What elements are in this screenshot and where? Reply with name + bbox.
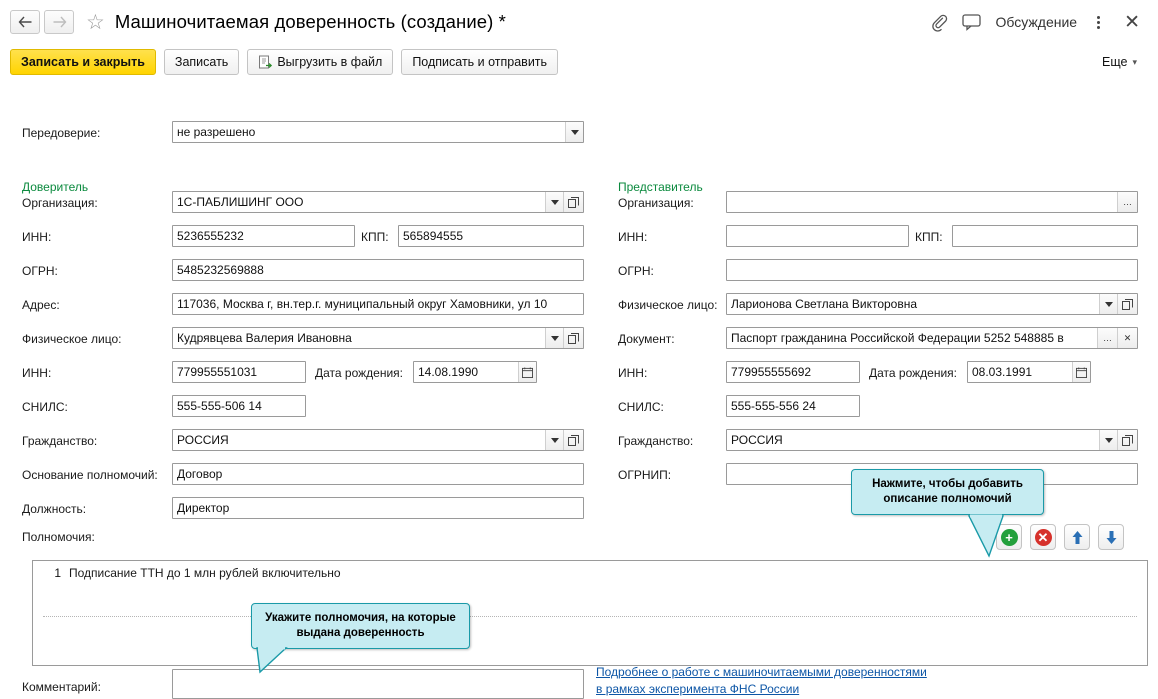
predstavitel-ogrn-field[interactable] (726, 259, 1138, 281)
predstavitel-birthdate-value: 08.03.1991 (968, 362, 1072, 382)
callout-specify-powers-line1: Укажите полномочия, на которые (265, 612, 456, 624)
predstavitel-kpp-value (953, 226, 1137, 246)
arrow-up-icon (1070, 529, 1084, 545)
powers-list[interactable] (32, 560, 1148, 666)
open-record-icon[interactable] (1117, 294, 1137, 314)
doveritel-person-inn-field[interactable] (172, 361, 306, 383)
callout-tail-icon (967, 516, 1007, 558)
predstavitel-person-inn-field[interactable] (726, 361, 860, 383)
predstavitel-birthdate-label: Дата рождения: (869, 366, 957, 380)
sign-and-send-button[interactable]: Подписать и отправить (401, 49, 558, 75)
doveritel-ogrn-value: 5485232569888 (173, 260, 583, 280)
forward-button[interactable] (44, 10, 74, 34)
info-link-line2[interactable]: в рамках эксперимента ФНС России (596, 682, 800, 696)
arrow-right-icon (52, 16, 67, 28)
chevron-down-icon[interactable] (545, 430, 563, 450)
doveritel-organization-field[interactable] (172, 191, 584, 213)
doveritel-kpp-label: КПП: (361, 230, 389, 244)
predstavitel-ogrnip-label: ОГРНИП: (618, 468, 672, 482)
doveritel-position-label: Должность: (22, 502, 87, 516)
open-record-icon[interactable] (563, 328, 583, 348)
table-row[interactable] (33, 561, 1147, 580)
chevron-down-icon: ▾ (1132, 56, 1137, 67)
predstavitel-birthdate-field[interactable] (967, 361, 1091, 383)
comment-label: Комментарий: (22, 680, 101, 694)
page-title: Машиночитаемая доверенность (создание) * (114, 11, 506, 32)
export-to-file-label: Выгрузить в файл (277, 55, 383, 69)
doveritel-citizenship-field[interactable] (172, 429, 584, 451)
callout-add-powers-line2: описание полномочий (883, 493, 1012, 505)
list-divider (43, 616, 1137, 617)
doveritel-person-inn-label: ИНН: (22, 366, 52, 380)
open-record-icon[interactable] (563, 192, 583, 212)
doveritel-birthdate-label: Дата рождения: (315, 366, 403, 380)
predstavitel-citizenship-field[interactable] (726, 429, 1138, 451)
doveritel-person-label: Физическое лицо: (22, 332, 122, 346)
doveritel-organization-label: Организация: (22, 196, 98, 210)
callout-tail-icon (256, 648, 302, 674)
doveritel-kpp-field[interactable] (398, 225, 584, 247)
doveritel-kpp-value: 565894555 (399, 226, 583, 246)
chat-icon[interactable] (962, 13, 982, 31)
more-button[interactable] (1091, 49, 1148, 75)
power-row-number: 1 (54, 566, 61, 580)
callout-specify-powers-line2: выдана доверенность (296, 627, 425, 639)
favorite-star-icon[interactable]: ☆ (86, 10, 105, 34)
predstavitel-ogrn-value (727, 260, 1137, 280)
predstavitel-organization-field[interactable] (726, 191, 1138, 213)
title-bar-actions (930, 11, 1149, 34)
move-power-up-button[interactable] (1064, 524, 1090, 550)
doveritel-snils-value: 555-555-506 14 (173, 396, 305, 416)
doveritel-citizenship-label: Гражданство: (22, 434, 98, 448)
doveritel-address-label: Адрес: (22, 298, 60, 312)
predstavitel-snils-label: СНИЛС: (618, 400, 664, 414)
select-ellipsis-icon[interactable]: … (1097, 328, 1117, 348)
clear-icon[interactable]: ✕ (1117, 328, 1137, 348)
predstavitel-document-field[interactable] (726, 327, 1138, 349)
add-circle-icon: + (1001, 529, 1018, 546)
doveritel-group-title: Доверитель (22, 180, 89, 194)
predstavitel-ogrn-label: ОГРН: (618, 264, 654, 278)
doveritel-birthdate-value: 14.08.1990 (414, 362, 518, 382)
predstavitel-citizenship-value: РОССИЯ (727, 430, 1099, 450)
doveritel-basis-value: Договор (173, 464, 583, 484)
comment-value (173, 670, 583, 698)
predstavitel-inn-field[interactable] (726, 225, 909, 247)
powers-toolbar (996, 524, 1124, 550)
calendar-icon[interactable] (1072, 362, 1090, 382)
chevron-down-icon[interactable] (1099, 430, 1117, 450)
predstavitel-organization-label: Организация: (618, 196, 694, 210)
doveritel-snils-field[interactable] (172, 395, 306, 417)
predstavitel-person-inn-value: 779955555692 (727, 362, 859, 382)
back-button[interactable] (10, 10, 40, 34)
arrow-left-icon (18, 16, 33, 28)
doveritel-organization-value: 1С-ПАБЛИШИНГ ООО (173, 192, 545, 212)
more-label: Еще (1102, 55, 1128, 69)
peredoverie-label: Передоверие: (22, 126, 101, 140)
peredoverie-select[interactable] (172, 121, 584, 143)
open-record-icon[interactable] (563, 430, 583, 450)
power-row-text: Подписание ТТН до 1 млн рублей включительно (69, 566, 341, 580)
export-to-file-button[interactable] (247, 49, 393, 75)
predstavitel-kpp-label: КПП: (915, 230, 943, 244)
predstavitel-inn-label: ИНН: (618, 230, 648, 244)
predstavitel-person-label: Физическое лицо: (618, 298, 718, 312)
paperclip-icon[interactable] (930, 13, 948, 31)
select-ellipsis-icon[interactable]: … (1117, 192, 1137, 212)
doveritel-position-value: Директор (173, 498, 583, 518)
callout-add-powers (851, 469, 1044, 515)
save-and-close-button[interactable]: Записать и закрыть (10, 49, 156, 75)
export-file-icon (258, 55, 272, 69)
predstavitel-snils-value: 555-555-556 24 (727, 396, 859, 416)
arrow-down-icon (1104, 529, 1118, 545)
doveritel-inn-field[interactable] (172, 225, 355, 247)
info-link-line1[interactable]: Подробнее о работе с машиночитаемыми доверенностями (596, 665, 927, 679)
delete-circle-icon: ✕ (1035, 529, 1052, 546)
command-bar (0, 44, 1158, 80)
doveritel-snils-label: СНИЛС: (22, 400, 68, 414)
powers-label: Полномочия: (22, 530, 95, 544)
doveritel-person-inn-value: 779955551031 (173, 362, 305, 382)
doveritel-address-field[interactable] (172, 293, 584, 315)
doveritel-person-value: Кудрявцева Валерия Ивановна (173, 328, 545, 348)
predstavitel-person-inn-label: ИНН: (618, 366, 648, 380)
discussion-label[interactable]: Обсуждение (995, 14, 1078, 30)
chevron-down-icon[interactable] (545, 192, 563, 212)
predstavitel-document-value: Паспорт гражданина Российской Федерации 5252 548885 в (727, 328, 1097, 348)
doveritel-citizenship-value: РОССИЯ (173, 430, 545, 450)
predstavitel-person-value: Ларионова Светлана Викторовна (727, 294, 1099, 314)
doveritel-address-value: 117036, Москва г, вн.тер.г. муниципальный округ Хамовники, ул 10 (173, 294, 583, 314)
peredoverie-value: не разрешено (173, 122, 565, 142)
delete-power-button[interactable] (1030, 524, 1056, 550)
close-icon[interactable]: ✕ (1124, 11, 1140, 33)
doveritel-inn-value: 5236555232 (173, 226, 354, 246)
calendar-icon[interactable] (518, 362, 536, 382)
doveritel-birthdate-field[interactable] (413, 361, 537, 383)
predstavitel-kpp-field[interactable] (952, 225, 1138, 247)
chevron-down-icon[interactable] (545, 328, 563, 348)
open-record-icon[interactable] (1117, 430, 1137, 450)
info-link[interactable] (596, 664, 1026, 698)
comment-field[interactable] (172, 669, 584, 699)
doveritel-basis-field[interactable] (172, 463, 584, 485)
callout-specify-powers (251, 603, 470, 649)
doveritel-ogrn-field[interactable] (172, 259, 584, 281)
chevron-down-icon[interactable] (1099, 294, 1117, 314)
callout-add-powers-line1: Нажмите, чтобы добавить (872, 478, 1023, 490)
predstavitel-document-label: Документ: (618, 332, 675, 346)
doveritel-position-field[interactable] (172, 497, 584, 519)
doveritel-ogrn-label: ОГРН: (22, 264, 58, 278)
move-power-down-button[interactable] (1098, 524, 1124, 550)
form-area (0, 80, 1158, 696)
predstavitel-inn-value (727, 226, 908, 246)
predstavitel-group-title: Представитель (618, 180, 703, 194)
predstavitel-citizenship-label: Гражданство: (618, 434, 694, 448)
predstavitel-organization-value (727, 192, 1117, 212)
save-button[interactable]: Записать (164, 49, 239, 75)
doveritel-basis-label: Основание полномочий: (22, 468, 158, 482)
predstavitel-snils-field[interactable] (726, 395, 860, 417)
doveritel-inn-label: ИНН: (22, 230, 52, 244)
title-bar (0, 0, 1158, 44)
predstavitel-person-field[interactable] (726, 293, 1138, 315)
chevron-down-icon[interactable] (565, 122, 583, 142)
kebab-menu-icon[interactable] (1091, 14, 1106, 31)
doveritel-person-field[interactable] (172, 327, 584, 349)
